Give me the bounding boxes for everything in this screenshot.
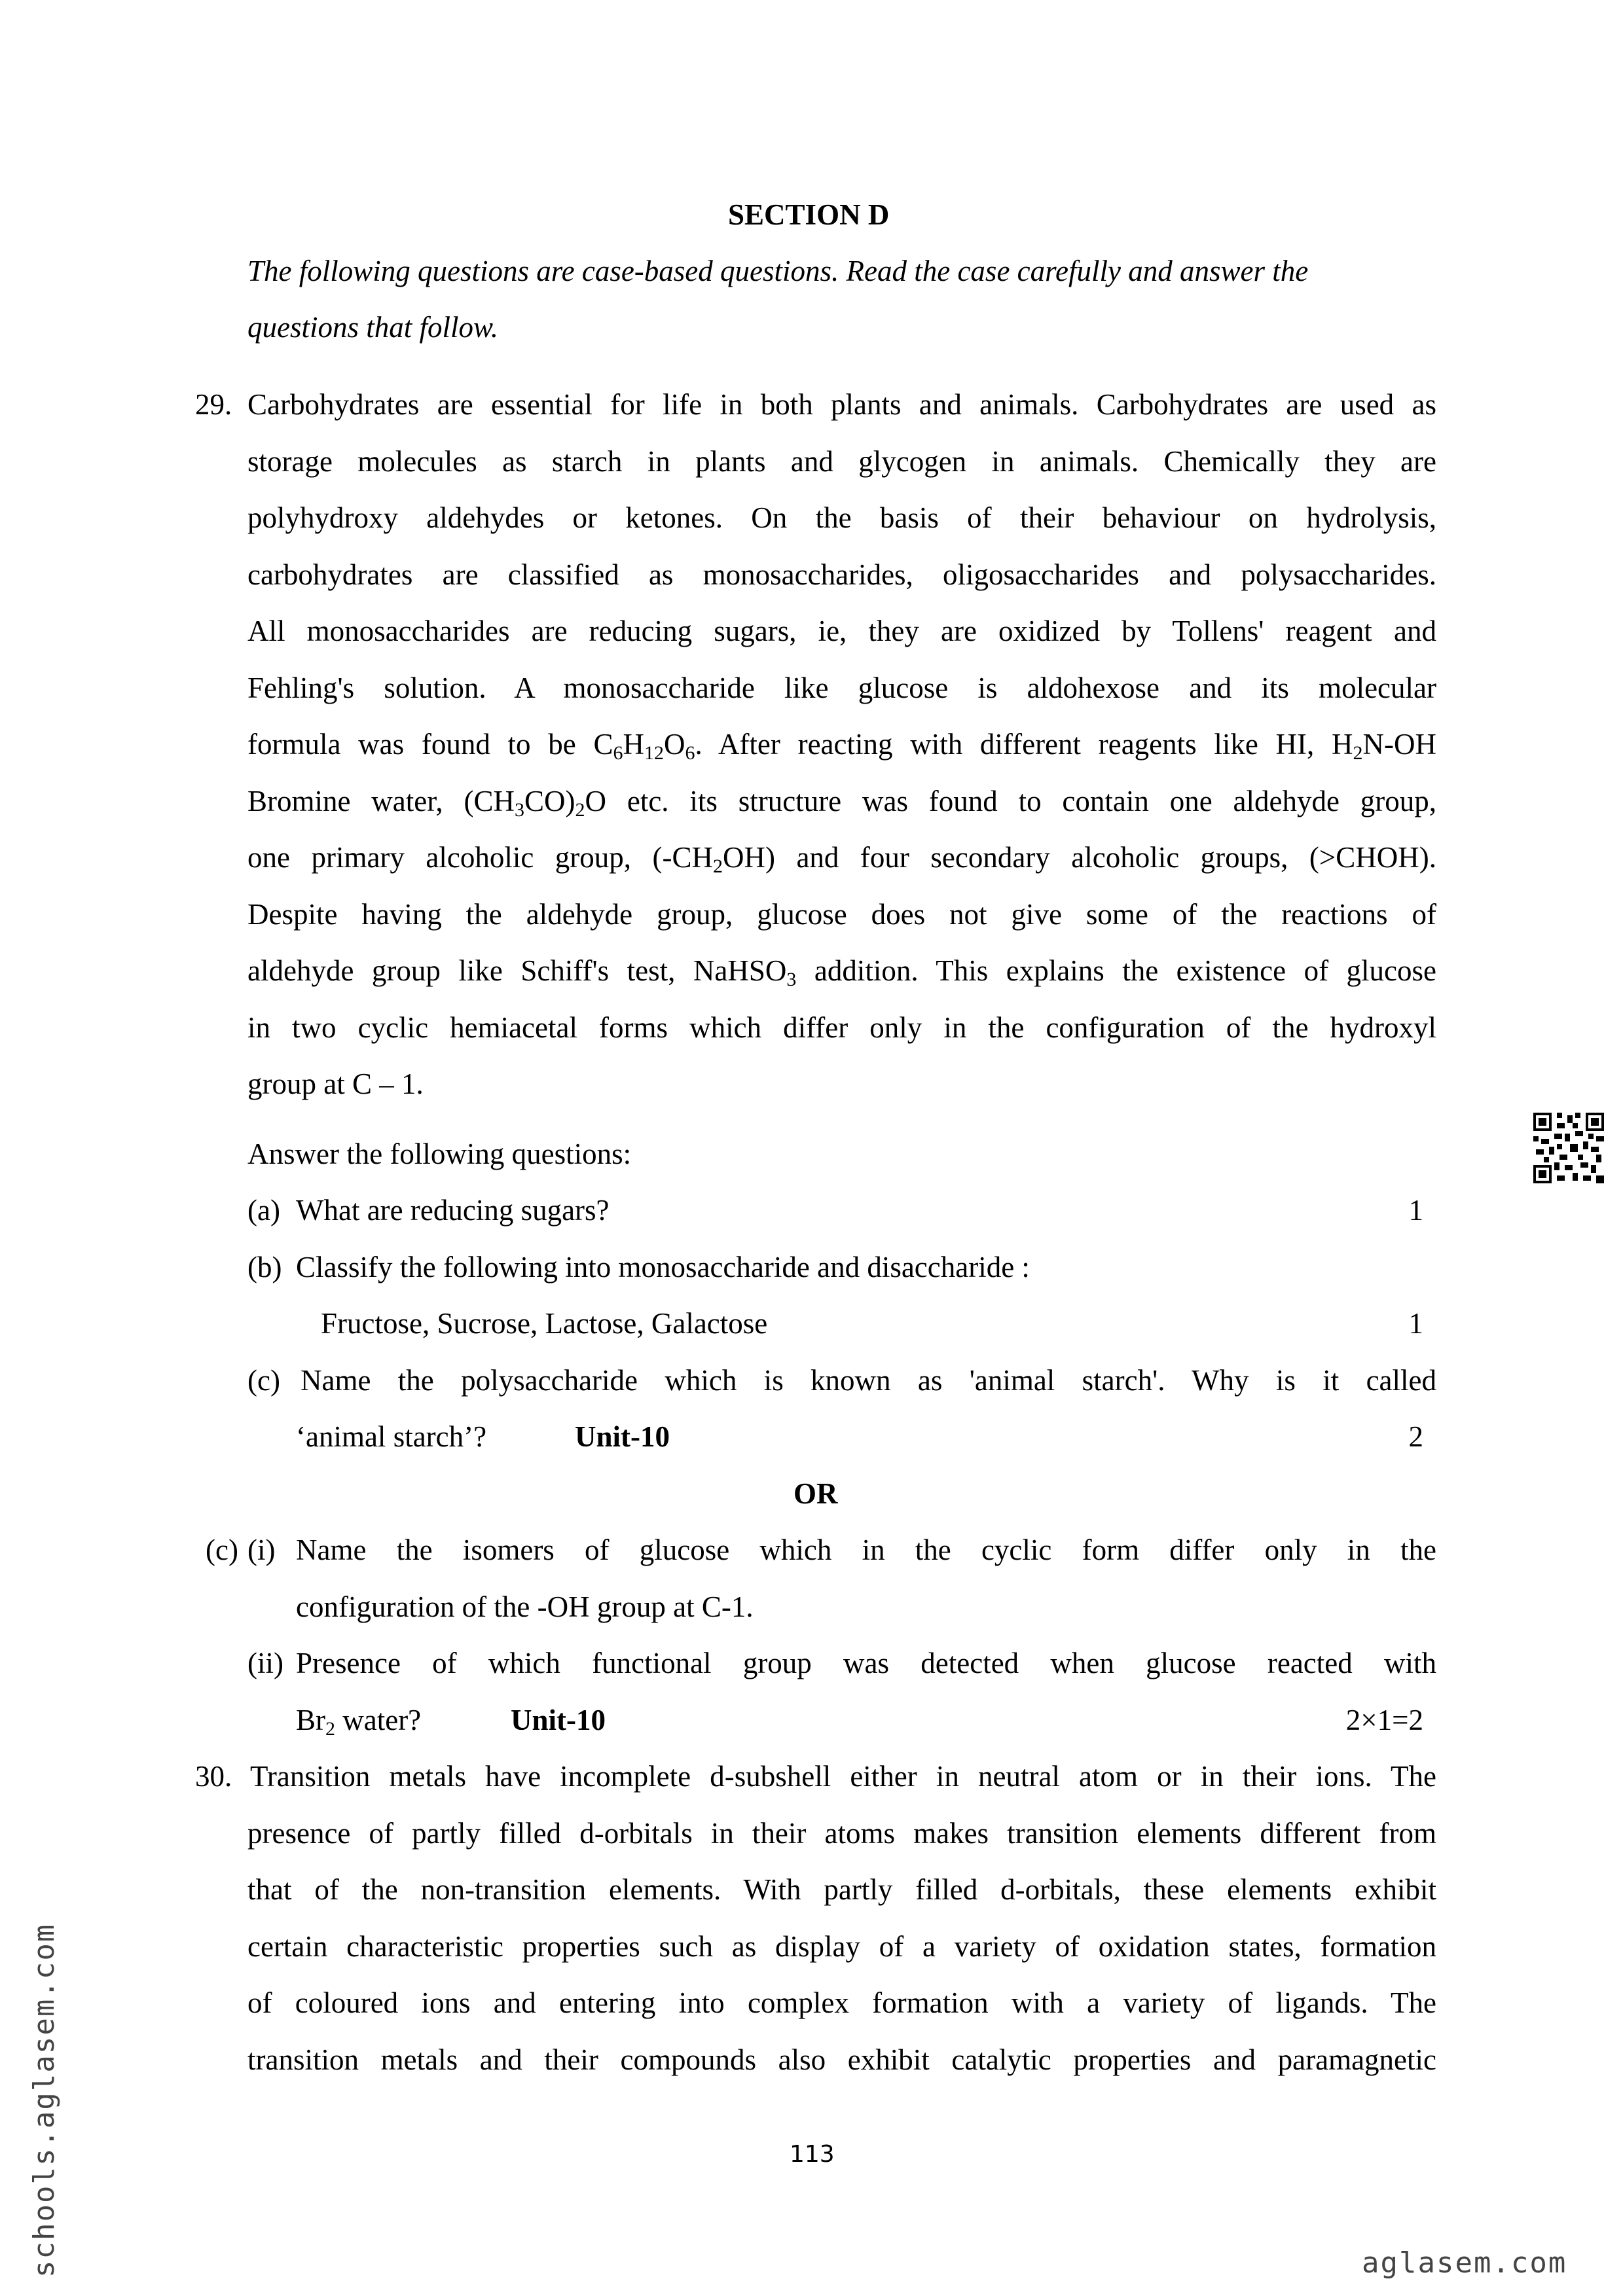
q29-formula-line: formula was found to be $C_6H_{12}O_6$. After reacting with different reagents like HI, $H_2N-OH$: [247, 728, 1436, 764]
q30-passage-line-3: that of the non-transition elements. With partly filled d-orbitals, these elements exhibit: [247, 1873, 1436, 1906]
q29-passage-line-2: storage molecules as starch in plants and glycogen in animals. Chemically they are: [247, 445, 1436, 478]
section-instructions-line-1: The following questions are case-based questions. Read the case carefully and answer the: [247, 255, 1309, 287]
q29-passage-line-6: Fehling's solution. A monosaccharide like glucose is aldohexose and its molecular: [247, 672, 1436, 704]
q29-bromine-line: Bromine water, $(CH_3CO)_2O$ etc. its structure was found to contain one aldehyde group,: [247, 785, 1436, 821]
q29-passage-line-1: Carbohydrates are essential for life in both plants and animals. Carbohydrates are used as: [247, 388, 1436, 421]
qr-code-icon: [1533, 1113, 1604, 1183]
q30-passage-line-5: of coloured ions and entering into complex formation with a variety of ligands. The: [247, 1986, 1436, 2019]
q29b-text: Classify the following into monosaccharide and disaccharide :: [296, 1251, 1030, 1283]
side-watermark: schools.aglasem.com: [27, 1923, 61, 2278]
q30-passage-line-4: certain characteristic properties such as display of a variety of oxidation states, formation: [247, 1930, 1436, 1963]
q29b-marks: 1: [1408, 1307, 1423, 1340]
q29a-label: (a): [247, 1194, 280, 1227]
q30-passage-line-2: presence of partly filled d-orbitals in their atoms makes transition elements different from: [247, 1817, 1436, 1850]
q29-passage-line-4: carbohydrates are classified as monosaccharides, oligosaccharides and polysaccharides.: [247, 558, 1436, 591]
q29c-alt-marks: 2×1=2: [1345, 1704, 1423, 1736]
q29a-marks: 1: [1408, 1194, 1423, 1227]
q29-passage-line-3: polyhydroxy aldehydes or ketones. On the basis of their behaviour on hydrolysis,: [247, 501, 1436, 534]
q29a-text: What are reducing sugars?: [296, 1194, 610, 1227]
section-instructions-line-2: questions that follow.: [247, 311, 498, 344]
q29c-alt-ii-text: Presence of which functional group was detected when glucose reacted with: [296, 1647, 1436, 1679]
q29c-alt-ii-text-2: $Br_2$ water?: [296, 1704, 422, 1740]
q29c-unit: Unit-10: [575, 1420, 670, 1453]
q29-passage-line-5: All monosaccharides are reducing sugars, ie, they are oxidized by Tollens' reagent and: [247, 615, 1436, 647]
q29-group-line: group at C – 1.: [247, 1067, 424, 1100]
question-number-29: 29.: [195, 388, 232, 421]
question-number-30: 30.: [195, 1760, 232, 1793]
q29-primary-alcohol-line: one primary alcoholic group, $(-CH_2OH)$ and four secondary alcoholic groups, (>CHOH).: [247, 841, 1437, 877]
q29-cyclic-line: in two cyclic hemiacetal forms which differ only in the configuration of the hydroxyl: [247, 1011, 1436, 1044]
q30-passage-line-6: transition metals and their compounds also exhibit catalytic properties and paramagnetic: [247, 2043, 1436, 2076]
q29c-alt-i-text-2: configuration of the -OH group at C-1.: [296, 1590, 754, 1623]
section-title: SECTION D: [728, 198, 890, 231]
or-separator: OR: [793, 1477, 838, 1510]
q29c-alt-ii-label: (ii): [247, 1647, 283, 1679]
q29-despite-line: Despite having the aldehyde group, glucose does not give some of the reactions of: [247, 898, 1436, 931]
q29b-label: (b): [247, 1251, 282, 1283]
q29c-alt-i-text: Name the isomers of glucose which in the cyclic form differ only in the: [296, 1534, 1436, 1566]
q29c-text: Name the polysaccharide which is known as 'animal starch'. Why is it called: [301, 1364, 1436, 1397]
q29c-marks: 2: [1408, 1420, 1423, 1453]
q30-passage-line-1: Transition metals have incomplete d-subshell either in neutral atom or in their ions. The: [250, 1760, 1436, 1793]
q29-answer-intro: Answer the following questions:: [247, 1138, 632, 1170]
q29c-alt-label: (c): [206, 1534, 238, 1566]
q29c-text-2: ‘animal starch’?: [296, 1420, 487, 1453]
q29c-label: (c): [247, 1364, 280, 1397]
q29b-list: Fructose, Sucrose, Lactose, Galactose: [321, 1307, 768, 1340]
page-number: 113: [790, 2141, 835, 2168]
q29c-alt-unit: Unit-10: [511, 1704, 606, 1736]
bottom-watermark: aglasem.com: [1362, 2246, 1567, 2280]
q29c-alt-i-label: (i): [247, 1534, 276, 1566]
q29-schiff-line: aldehyde group like Schiff's test, NaHSO$_3$ addition. This explains the existence of glucose: [247, 954, 1437, 990]
